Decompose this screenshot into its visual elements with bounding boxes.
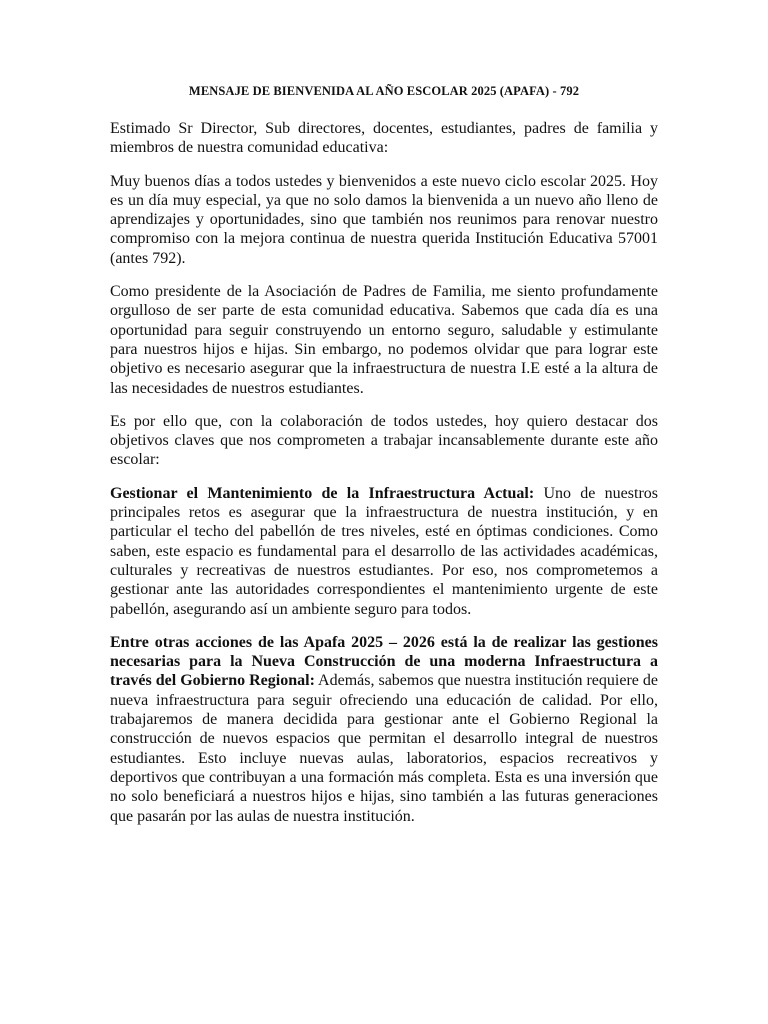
objective-construction-heading: Entre otras acciones de las Apafa 2025 – 2026 está la de realizar las gestiones necesarias para la Nueva Construcción de una moderna Infraestructura a través del Gobierno Regional: bbox=[110, 633, 658, 690]
objective-construction-text: Además, sabemos que nuestra institución requiere de nueva infraestructura para seguir ofreciendo una educación de calidad. Por ello, trabajaremos de manera decidida para gestionar ante el Gobierno Regional la construcción de nuevos espacios que permitan el desarrollo integral de nuestros estudiantes. Esto incluye nuevas aulas, laboratorios, espacios recreativos y deportivos que contribuyan a una formación más completa. Esta es una inversión que no solo beneficiará a nuestros hijos e hijas, sino también a las futuras generaciones que pasarán por las aulas de nuestra institución. bbox=[110, 672, 658, 825]
welcome-paragraph: Muy buenos días a todos ustedes y bienvenidos a este nuevo ciclo escolar 2025. Hoy es un día muy especial, ya que no solo damos la bienvenida a un nuevo año lleno de aprendizajes y oportunidades, sino que también nos reunimos para renovar nuestro compromiso con la mejora continua de nuestra querida Institución Educativa 57001 (antes 792). bbox=[110, 172, 658, 267]
president-paragraph: Como presidente de la Asociación de Padres de Familia, me siento profundamente orgulloso de ser parte de esta comunidad educativa. Sabemos que cada día es una oportunidad para seguir construyendo un entorno seguro, saludable y estimulante para nuestros hijos e hijas. Sin embargo, no podemos olvidar que para lograr este objetivo es necesario asegurar que la infraestructura de nuestra I.E esté a la altura de las necesidades de nuestros estudiantes. bbox=[110, 283, 658, 397]
document-title: MENSAJE DE BIENVENIDA AL AÑO ESCOLAR 2025 (APAFA) - 792 bbox=[188, 84, 580, 98]
document-page bbox=[110, 84, 658, 840]
greeting-paragraph: Estimado Sr Director, Sub directores, docentes, estudiantes, padres de familia y miembros de nuestra comunidad educativa: bbox=[110, 120, 658, 157]
objectives-intro-paragraph: Es por ello que, con la colaboración de todos ustedes, hoy quiero destacar dos objetivos claves que nos comprometen a trabajar incansablemente durante este año escolar: bbox=[110, 412, 658, 469]
objective-construction-paragraph bbox=[110, 633, 658, 826]
objective-maintenance-heading: Gestionar el Mantenimiento de la Infraestructura Actual: bbox=[110, 484, 535, 502]
objective-maintenance-text: Uno de nuestros principales retos es asegurar que la infraestructura de nuestra institución, y en particular el techo del pabellón de tres niveles, esté en óptimas condiciones. Como saben, este espacio es fundamental para el desarrollo de las actividades académicas, culturales y recreativas de nuestros estudiantes. Por eso, nos comprometemos a gestionar ante las autoridades correspondientes el mantenimiento urgente de este pabellón, asegurando así un ambiente seguro para todos. bbox=[110, 484, 658, 618]
objective-maintenance-paragraph bbox=[110, 484, 658, 619]
